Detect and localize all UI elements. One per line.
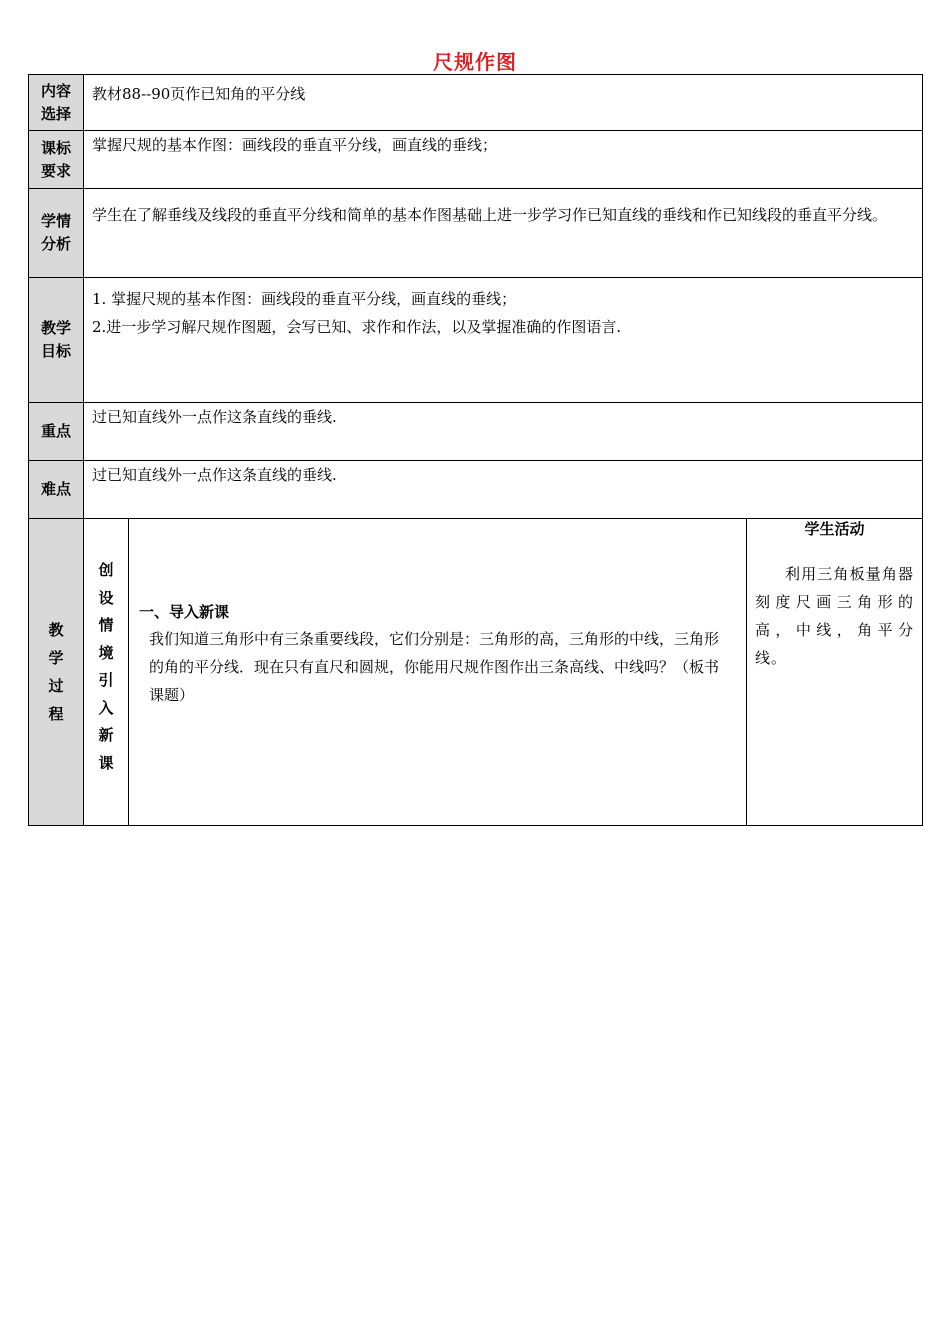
activity-heading: 学生活动 [804,520,865,538]
cell-teaching-content [129,519,747,826]
standard-text: 掌握尺规的基本作图：画线段的垂直平分线，画直线的垂线； [92,136,498,154]
label-content: 内容 选择 [29,75,84,131]
section-body: 我们知道三角形中有三条重要线段，它们分别是：三角形的高，三角形的中线，三角形的角的平分线．现在只有直尺和圆规，你能用尺规作图作出三条高线、中线吗？（板书课题） [149,630,720,704]
label-standard: 课标 要求 [29,131,84,189]
label-difficulty: 难点 [29,461,84,519]
label-analysis: 学情 分析 [29,189,84,278]
lesson-plan-table [28,74,923,826]
activity-text: 利用三角板量角器刻度尺画三角形的高，中线，角平分线。 [755,565,915,667]
cell-stage [84,519,129,826]
cell-standard [84,131,923,189]
cell-key-point [84,403,923,461]
label-key-point: 重点 [29,403,84,461]
row-standard [29,131,923,189]
stage-label: 创 设 情 境 引 入 新 课 [98,561,114,772]
row-difficulty [29,461,923,519]
cell-difficulty [84,461,923,519]
label-process: 教 学 过 程 [29,519,84,826]
document-title: 尺规作图 [433,50,517,74]
goals-list [84,278,922,341]
row-process [29,519,923,826]
goal-item: 2.进一步学习解尺规作图题，会写已知、求作和作法，以及掌握准确的作图语言. [92,318,622,336]
analysis-text: 学生在了解垂线及线段的垂直平分线和简单的基本作图基础上进一步学习作已知直线的垂线和作已知线段的垂直平分线。 [92,206,888,224]
cell-analysis [84,189,923,278]
row-analysis [29,189,923,278]
label-goals: 教学 目标 [29,278,84,403]
key-point-text: 过已知直线外一点作这条直线的垂线. [92,408,337,426]
content-text: 教材88--90页作已知角的平分线 [92,85,306,103]
cell-content [84,75,923,131]
section-heading: 一、导入新课 [139,603,230,621]
difficulty-text: 过已知直线外一点作这条直线的垂线. [92,466,337,484]
row-goals [29,278,923,403]
cell-goals [84,278,923,403]
row-content [29,75,923,131]
goal-item: 1. 掌握尺规的基本作图：画线段的垂直平分线，画直线的垂线； [92,290,517,308]
cell-student-activity [747,519,923,826]
row-key-point [29,403,923,461]
